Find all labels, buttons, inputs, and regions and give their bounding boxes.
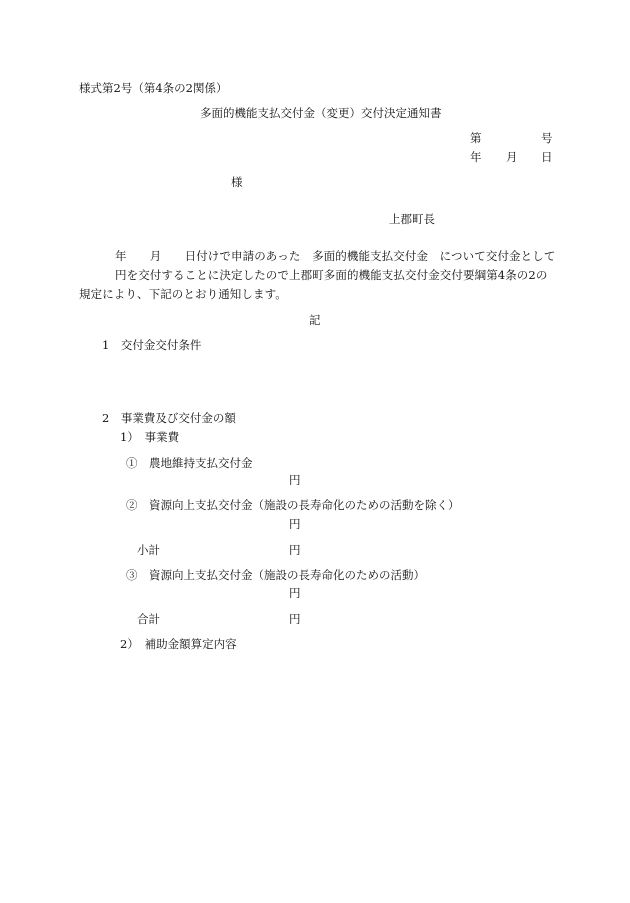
ki-heading: 記	[309, 313, 321, 327]
item-3-unit: 円	[289, 586, 301, 600]
doc-number-prefix: 第	[470, 131, 482, 145]
issuer: 上郡町長	[389, 212, 435, 226]
item-1-label: ① 農地維持支払交付金	[126, 456, 253, 470]
subtotal-unit: 円	[289, 543, 301, 557]
form-label: 様式第2号（第4条の2関係）	[79, 81, 228, 95]
section-1-label: 1 交付金交付条件	[102, 338, 202, 352]
document-title: 多面的機能支払交付金（変更）交付決定通知書	[200, 106, 442, 120]
subsection-1-label: 1） 事業費	[120, 430, 180, 444]
item-2-unit: 円	[289, 517, 301, 531]
item-1-unit: 円	[289, 473, 301, 487]
body-line-3: 規定により、下記のとおり通知します。	[79, 287, 287, 301]
date-day: 日	[541, 150, 553, 164]
subtotal-label: 小計	[137, 543, 160, 557]
date-month: 月	[506, 150, 518, 164]
total-label: 合計	[137, 612, 160, 626]
item-3-label: ③ 資源向上支払交付金（施設の長寿命化のための活動）	[126, 568, 425, 582]
section-2-label: 2 事業費及び交付金の額	[102, 411, 236, 425]
body-line-1: 年 月 日付けで申請のあった 多面的機能支払交付金 について交付金として	[115, 249, 556, 263]
doc-number-suffix: 号	[541, 131, 553, 145]
subsection-2-label: 2） 補助金額算定内容	[120, 637, 237, 651]
date-year: 年	[470, 150, 482, 164]
total-unit: 円	[289, 612, 301, 626]
item-2-label: ② 資源向上支払交付金（施設の長寿命化のための活動を除く）	[126, 498, 460, 512]
body-line-2: 円を交付することに決定したので上郡町多面的機能支払交付金交付要綱第4条の2の	[115, 268, 548, 282]
addressee-suffix: 様	[231, 175, 243, 189]
